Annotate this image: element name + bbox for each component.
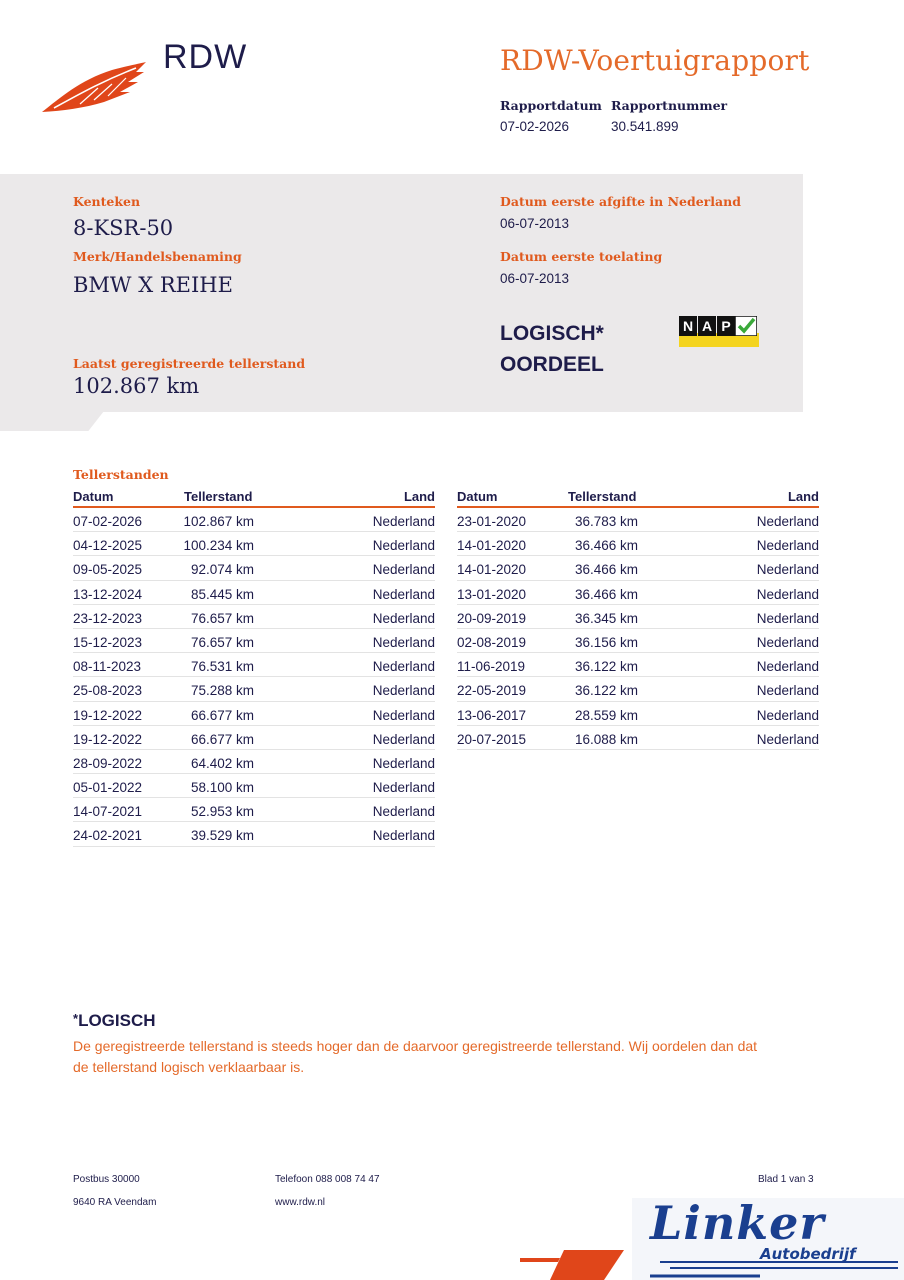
cell-date: 05-01-2022	[73, 780, 143, 796]
first-issue-label: Datum eerste afgifte in Nederland	[500, 194, 741, 209]
dealer-name: Linker	[650, 1196, 825, 1250]
report-date: 07-02-2026	[500, 119, 570, 134]
cell-country: Nederland	[372, 804, 435, 820]
table-row	[73, 702, 435, 726]
cell-reading: 58.100 km	[190, 780, 254, 796]
footer-address-line2: 9640 RA Veendam	[73, 1197, 157, 1208]
cell-country: Nederland	[372, 514, 435, 529]
cell-reading: 36.156 km	[574, 634, 638, 650]
dealer-subtitle: Autobedrijf	[760, 1245, 856, 1263]
cell-date: 15-12-2023	[73, 634, 143, 650]
cell-country: Nederland	[372, 562, 435, 578]
verdict-line-2: OORDEEL	[500, 353, 604, 376]
cell-country: Nederland	[372, 586, 435, 602]
cell-reading: 66.677 km	[190, 731, 254, 747]
cell-country: Nederland	[756, 562, 819, 578]
cell-country: Nederland	[372, 707, 435, 723]
cell-reading: 76.657 km	[190, 634, 254, 650]
cell-reading: 52.953 km	[190, 804, 254, 820]
cell-date: 14-01-2020	[457, 562, 527, 578]
footer-stripe-icon	[520, 1244, 650, 1280]
table-row	[73, 774, 435, 798]
table-row	[457, 653, 819, 677]
cell-reading: 36.466 km	[574, 562, 638, 578]
cell-country: Nederland	[372, 780, 435, 796]
table-row	[457, 726, 819, 750]
header-reading: Tellerstand	[184, 489, 253, 504]
plate-label: Kenteken	[73, 194, 141, 209]
cell-date: 28-09-2022	[73, 755, 143, 771]
cell-date: 07-02-2026	[73, 514, 143, 529]
cell-country: Nederland	[756, 634, 819, 650]
cell-date: 11-06-2019	[457, 659, 526, 675]
cell-date: 19-12-2022	[73, 731, 143, 747]
nap-letter-a: A	[698, 316, 716, 336]
odometer-table-left	[73, 488, 435, 847]
table-row	[457, 677, 819, 701]
cell-date: 13-01-2020	[457, 586, 527, 602]
verdict-line-1: LOGISCH*	[500, 322, 604, 345]
cell-country: Nederland	[756, 707, 819, 723]
table-row	[73, 677, 435, 701]
footer-phone: Telefoon 088 008 74 47	[275, 1174, 380, 1185]
cell-date: 20-09-2019	[457, 610, 527, 626]
header-country: Land	[787, 489, 819, 504]
cell-country: Nederland	[372, 610, 435, 626]
verdict	[500, 318, 604, 380]
table-row	[73, 581, 435, 605]
footer-website[interactable]: www.rdw.nl	[275, 1197, 326, 1208]
cell-country: Nederland	[756, 683, 819, 699]
table-row	[457, 629, 819, 653]
cell-reading: 92.074 km	[190, 562, 254, 578]
table-header	[73, 488, 435, 508]
plate-value: 8-KSR-50	[73, 216, 174, 240]
cell-reading: 28.559 km	[574, 707, 638, 723]
cell-country: Nederland	[372, 755, 435, 771]
cell-country: Nederland	[372, 634, 435, 650]
table-row	[73, 532, 435, 556]
table-row	[73, 726, 435, 750]
cell-country: Nederland	[372, 659, 435, 675]
panel-tab-decoration	[0, 411, 104, 431]
cell-reading: 102.867 km	[183, 514, 254, 529]
odometer-table-right	[457, 488, 819, 750]
cell-date: 22-05-2019	[457, 683, 527, 699]
rdw-logo-icon	[40, 58, 148, 114]
cell-date: 19-12-2022	[73, 707, 143, 723]
cell-date: 13-06-2017	[457, 707, 527, 723]
cell-date: 23-12-2023	[73, 610, 143, 626]
cell-country: Nederland	[372, 683, 435, 699]
nap-badge	[679, 316, 761, 348]
footer-address-line1: Postbus 30000	[73, 1174, 140, 1185]
cell-date: 13-12-2024	[73, 586, 143, 602]
cell-date: 24-02-2021	[73, 828, 143, 844]
table-row	[73, 822, 435, 846]
cell-reading: 16.088 km	[574, 731, 638, 747]
first-issue-date: 06-07-2013	[500, 216, 570, 231]
odometer-label: Laatst geregistreerde tellerstand	[73, 356, 306, 371]
report-number-label: Rapportnummer	[611, 98, 728, 113]
first-admission-label: Datum eerste toelating	[500, 249, 663, 264]
cell-date: 25-08-2023	[73, 683, 143, 699]
table-row	[457, 605, 819, 629]
cell-country: Nederland	[756, 538, 819, 554]
report-number: 30.541.899	[611, 119, 679, 134]
brand-label: Merk/Handelsbenaming	[73, 249, 242, 264]
cell-country: Nederland	[756, 610, 819, 626]
table-row	[73, 798, 435, 822]
cell-date: 20-07-2015	[457, 731, 527, 747]
cell-reading: 100.234 km	[183, 538, 254, 554]
nap-letter-p: P	[717, 316, 735, 336]
cell-reading: 64.402 km	[190, 755, 254, 771]
footer-page-number: Blad 1 van 3	[758, 1174, 814, 1185]
cell-country: Nederland	[372, 538, 435, 554]
cell-reading: 76.657 km	[190, 610, 254, 626]
cell-reading: 36.466 km	[574, 586, 638, 602]
rdw-logo-text: RDW	[163, 38, 248, 76]
cell-reading: 36.466 km	[574, 538, 638, 554]
cell-date: 09-05-2025	[73, 562, 143, 578]
cell-reading: 36.122 km	[574, 659, 638, 675]
cell-date: 04-12-2025	[73, 538, 143, 554]
table-row	[73, 605, 435, 629]
cell-reading: 76.531 km	[190, 659, 254, 675]
table-row	[73, 629, 435, 653]
header-date: Datum	[457, 489, 498, 504]
table-row	[457, 702, 819, 726]
cell-country: Nederland	[756, 731, 819, 747]
header-reading: Tellerstand	[568, 489, 637, 504]
cell-date: 14-01-2020	[457, 538, 527, 554]
brand-value: BMW X REIHE	[73, 273, 233, 297]
odometer-section-title: Tellerstanden	[73, 467, 169, 482]
cell-reading: 85.445 km	[190, 586, 254, 602]
cell-country: Nederland	[372, 731, 435, 747]
cell-reading: 66.677 km	[190, 707, 254, 723]
footnote-title: *LOGISCH	[73, 1011, 156, 1030]
table-row	[457, 556, 819, 580]
cell-date: 08-11-2023	[73, 659, 142, 675]
cell-country: Nederland	[372, 828, 435, 844]
header-date: Datum	[73, 489, 114, 504]
cell-date: 14-07-2021	[73, 804, 143, 820]
table-row	[73, 508, 435, 532]
first-admission-date: 06-07-2013	[500, 271, 570, 286]
nap-letter-n: N	[679, 316, 697, 336]
cell-reading: 36.783 km	[574, 514, 638, 529]
footnote-title-text: LOGISCH	[78, 1011, 156, 1030]
report-date-label: Rapportdatum	[500, 98, 602, 113]
header-country: Land	[403, 489, 435, 504]
cell-country: Nederland	[756, 659, 819, 675]
odometer-value: 102.867 km	[73, 374, 200, 398]
report-title: RDW-Voertuigrapport	[500, 44, 810, 77]
table-row	[457, 508, 819, 532]
cell-date: 02-08-2019	[457, 634, 527, 650]
cell-reading: 36.345 km	[574, 610, 638, 626]
check-icon	[735, 316, 757, 336]
cell-reading: 75.288 km	[190, 683, 254, 699]
cell-country: Nederland	[756, 514, 819, 529]
cell-reading: 39.529 km	[190, 828, 254, 844]
footnote-text: De geregistreerde tellerstand is steeds hoger dan de daarvoor geregistreerde tellerstand. Wij oordelen dan dat de tellerstand logisch verklaarbaar is.	[73, 1038, 758, 1075]
cell-date: 23-01-2020	[457, 514, 527, 529]
cell-reading: 36.122 km	[574, 683, 638, 699]
table-header	[457, 488, 819, 508]
table-row	[73, 750, 435, 774]
table-row	[73, 653, 435, 677]
table-row	[457, 532, 819, 556]
table-row	[457, 581, 819, 605]
cell-country: Nederland	[756, 586, 819, 602]
table-row	[73, 556, 435, 580]
